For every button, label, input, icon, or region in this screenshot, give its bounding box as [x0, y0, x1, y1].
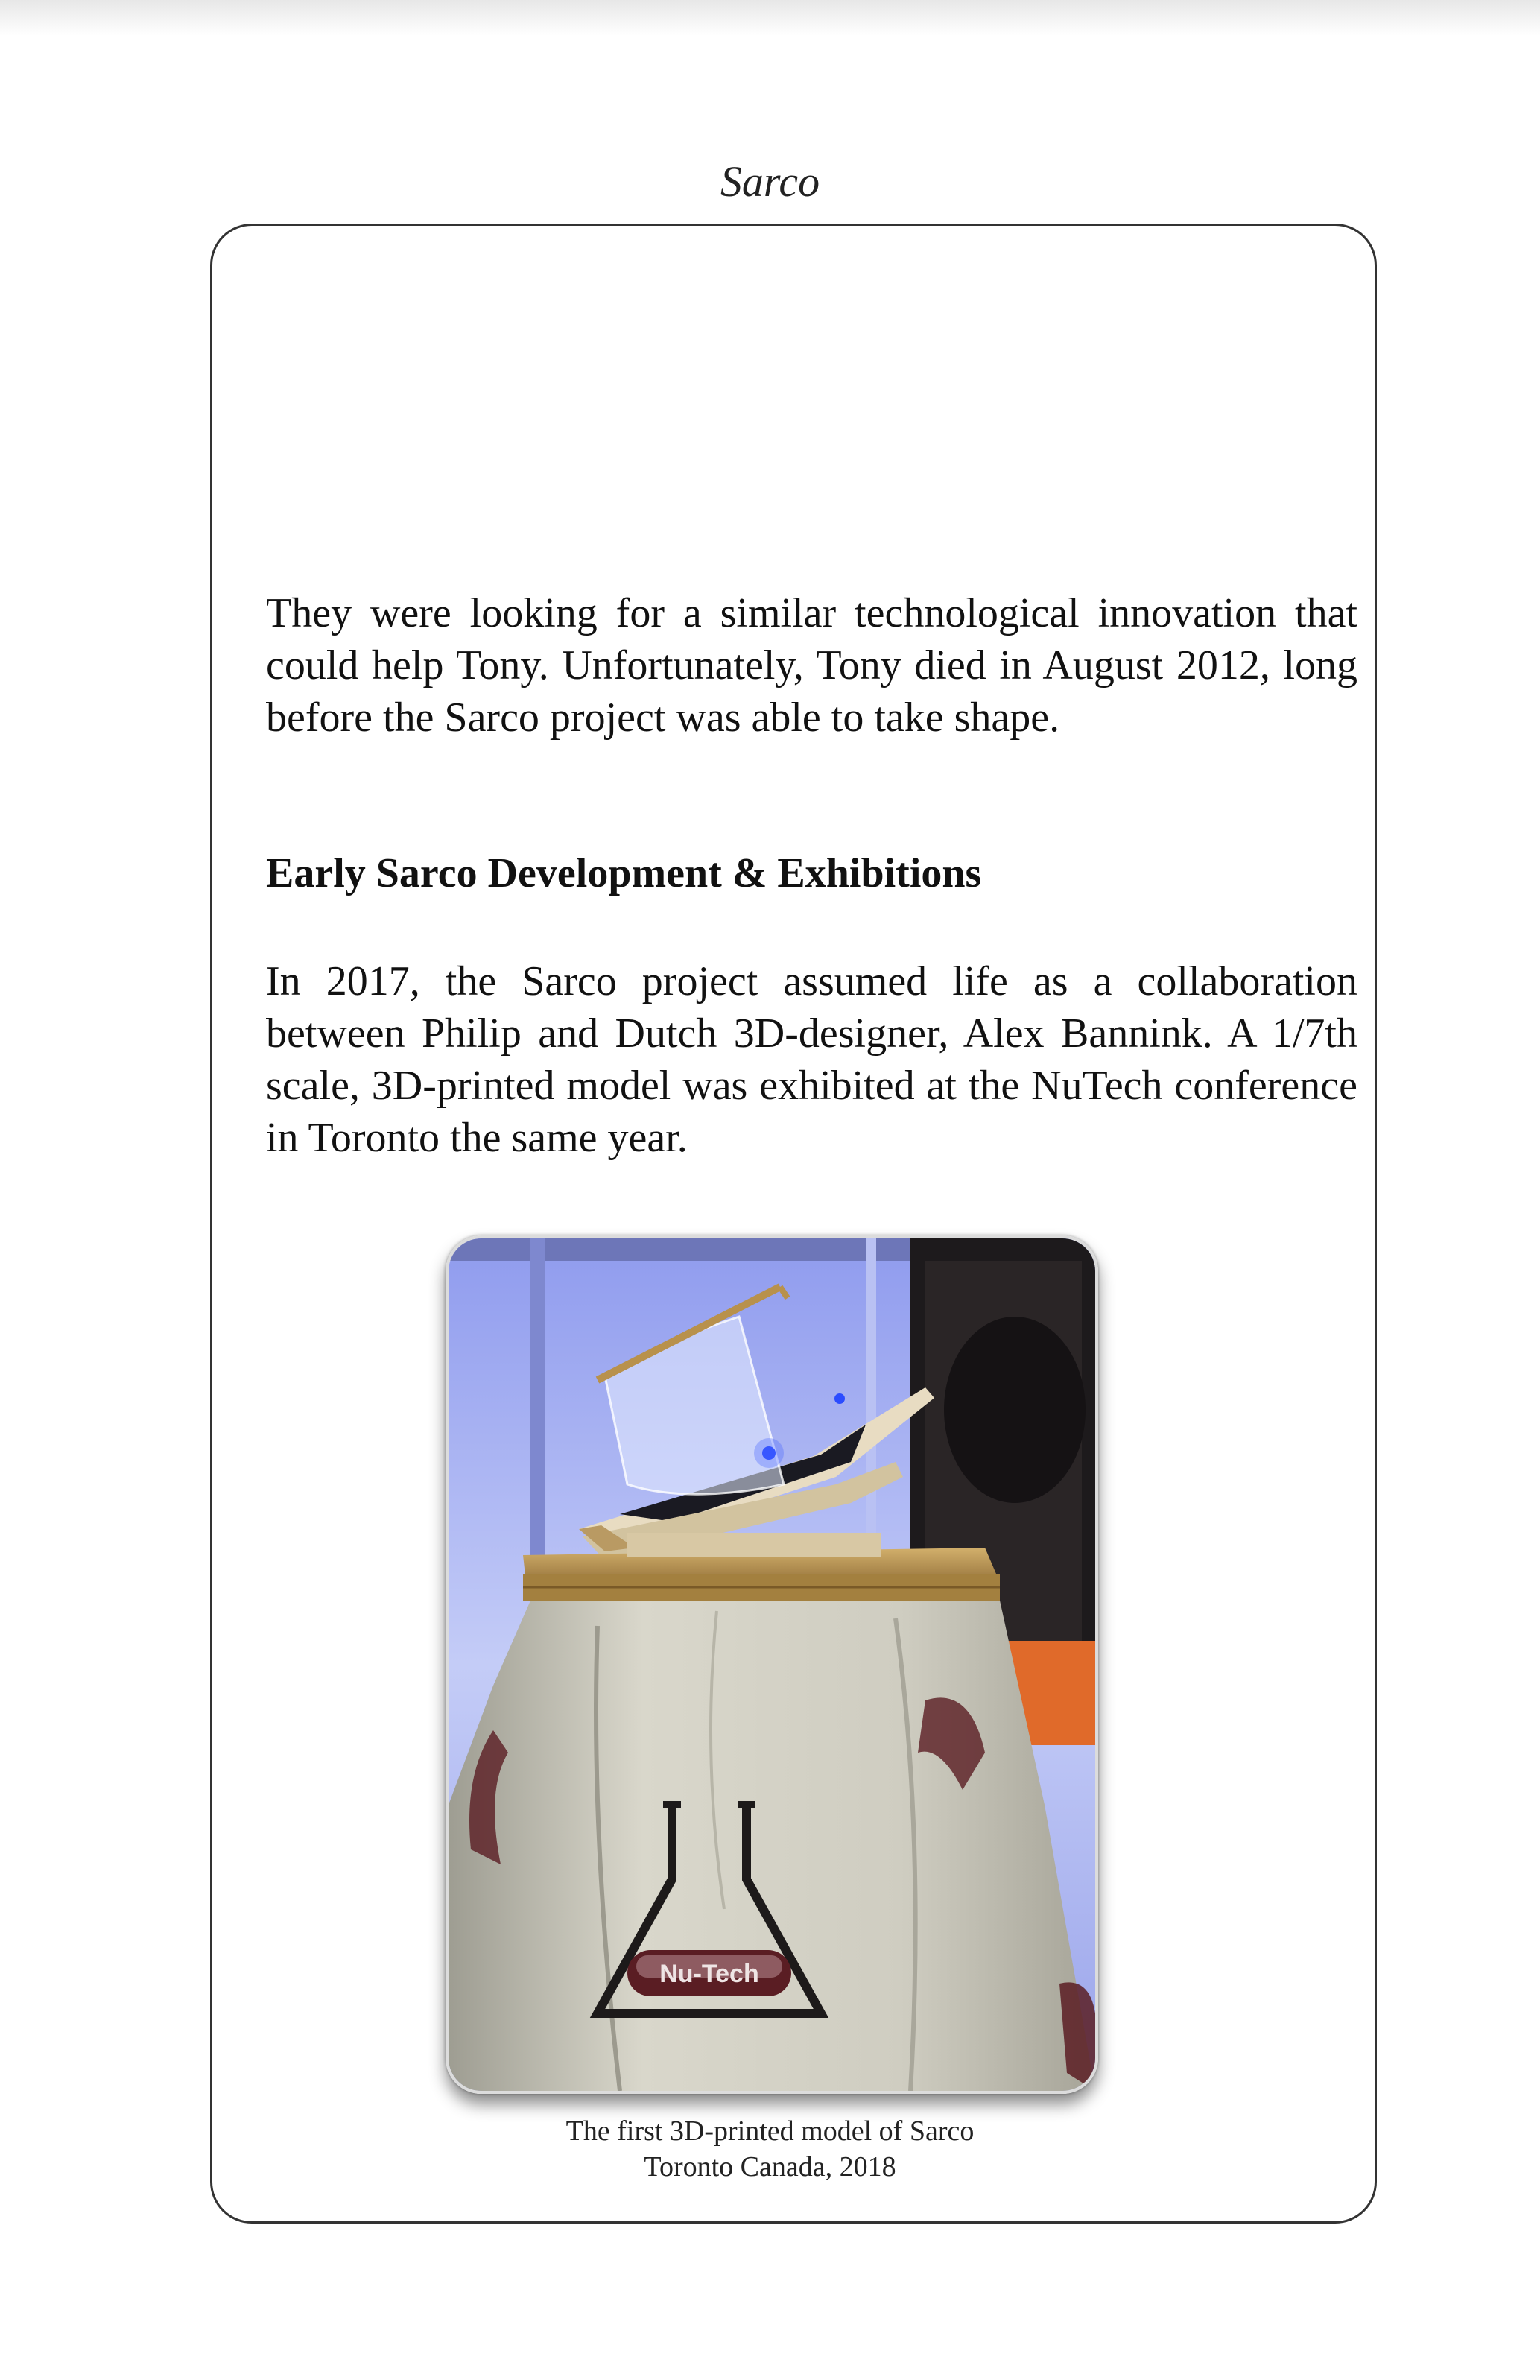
figure-caption-line1: The first 3D-printed model of Sarco — [565, 2115, 975, 2147]
banner-logo-text: Nu-Tech — [659, 1960, 759, 1988]
page-top-shadow — [0, 0, 1540, 36]
photo-illustration — [449, 1238, 1095, 2091]
section-heading: Early Sarco Development & Exhibitions — [266, 850, 982, 896]
sarco-model-photo — [446, 1235, 1098, 2094]
running-head: Sarco — [720, 157, 820, 206]
figure-caption-line2: Toronto Canada, 2018 — [644, 2151, 896, 2183]
paragraph-tony: They were looking for a similar technological innovation that could help Tony. Unfortunately, Tony died in August 2012, long before the Sarco project was able to take shape. — [266, 590, 1357, 741]
paragraph-2017: In 2017, the Sarco project assumed life as a collaboration between Philip and Dutch 3D-designer, Alex Bannink. A 1/7th scale, 3D-printed model was exhibited at the NuTech conference in Toronto the same year. — [266, 958, 1357, 1161]
